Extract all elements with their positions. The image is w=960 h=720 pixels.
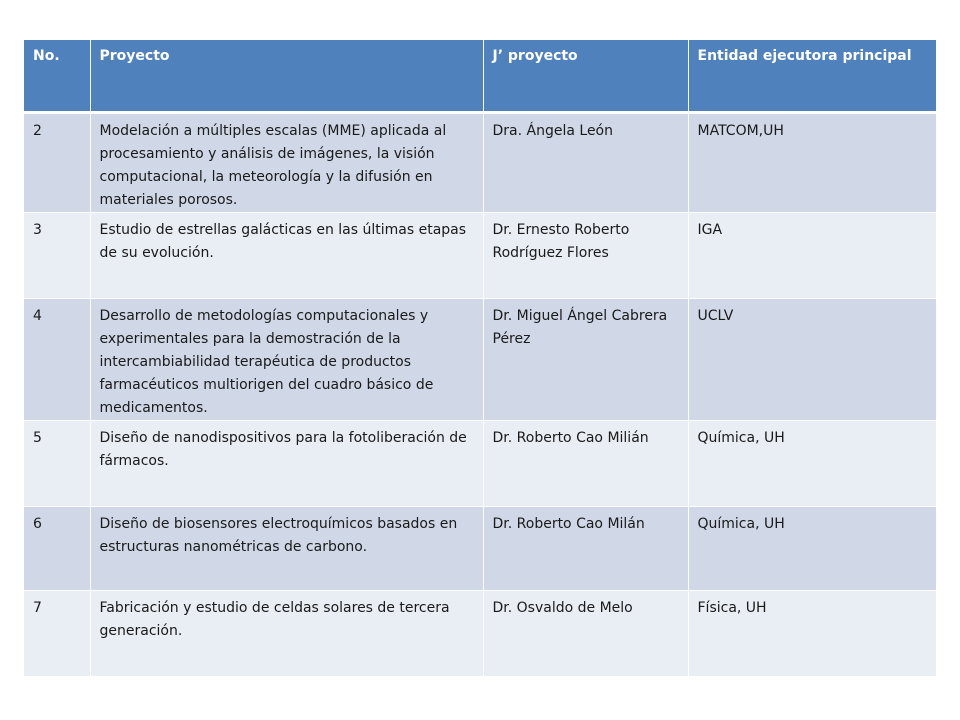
cell-jefe-proyecto: Dra. Ángela León: [483, 112, 688, 212]
header-jefe-proyecto: J’ proyecto: [483, 40, 688, 112]
cell-proyecto: Modelación a múltiples escalas (MME) aplicada al procesamiento y análisis de imágenes, la visión computacional, la meteorología y la difusión en materiales porosos.: [90, 112, 483, 212]
table-row: [24, 298, 936, 420]
table-row: [24, 506, 936, 590]
cell-entidad: IGA: [688, 212, 936, 298]
cell-entidad: Química, UH: [688, 420, 936, 506]
cell-no: 2: [24, 112, 90, 212]
table-row: [24, 590, 936, 676]
cell-no: 6: [24, 506, 90, 590]
cell-proyecto: Estudio de estrellas galácticas en las últimas etapas de su evolución.: [90, 212, 483, 298]
cell-no: 3: [24, 212, 90, 298]
cell-entidad: MATCOM,UH: [688, 112, 936, 212]
cell-jefe-proyecto: Dr. Ernesto Roberto Rodríguez Flores: [483, 212, 688, 298]
cell-jefe-proyecto: Dr. Roberto Cao Milán: [483, 506, 688, 590]
table-row: [24, 112, 936, 212]
cell-no: 7: [24, 590, 90, 676]
header-no: No.: [24, 40, 90, 112]
cell-entidad: Química, UH: [688, 506, 936, 590]
header-proyecto: Proyecto: [90, 40, 483, 112]
cell-proyecto: Fabricación y estudio de celdas solares de tercera generación.: [90, 590, 483, 676]
projects-table: [24, 40, 936, 677]
cell-proyecto: Desarrollo de metodologías computacionales y experimentales para la demostración de la intercambiabilidad terapéutica de productos farmacéuticos multiorigen del cuadro básico de medicamentos.: [90, 298, 483, 420]
header-entidad: Entidad ejecutora principal: [688, 40, 936, 112]
cell-no: 5: [24, 420, 90, 506]
cell-no: 4: [24, 298, 90, 420]
cell-entidad: Física, UH: [688, 590, 936, 676]
cell-entidad: UCLV: [688, 298, 936, 420]
cell-jefe-proyecto: Dr. Miguel Ángel Cabrera Pérez: [483, 298, 688, 420]
table-header-row: [24, 40, 936, 112]
cell-jefe-proyecto: Dr. Osvaldo de Melo: [483, 590, 688, 676]
cell-jefe-proyecto: Dr. Roberto Cao Milián: [483, 420, 688, 506]
table-row: [24, 212, 936, 298]
table-row: [24, 420, 936, 506]
cell-proyecto: Diseño de nanodispositivos para la fotoliberación de fármacos.: [90, 420, 483, 506]
cell-proyecto: Diseño de biosensores electroquímicos basados en estructuras nanométricas de carbono.: [90, 506, 483, 590]
